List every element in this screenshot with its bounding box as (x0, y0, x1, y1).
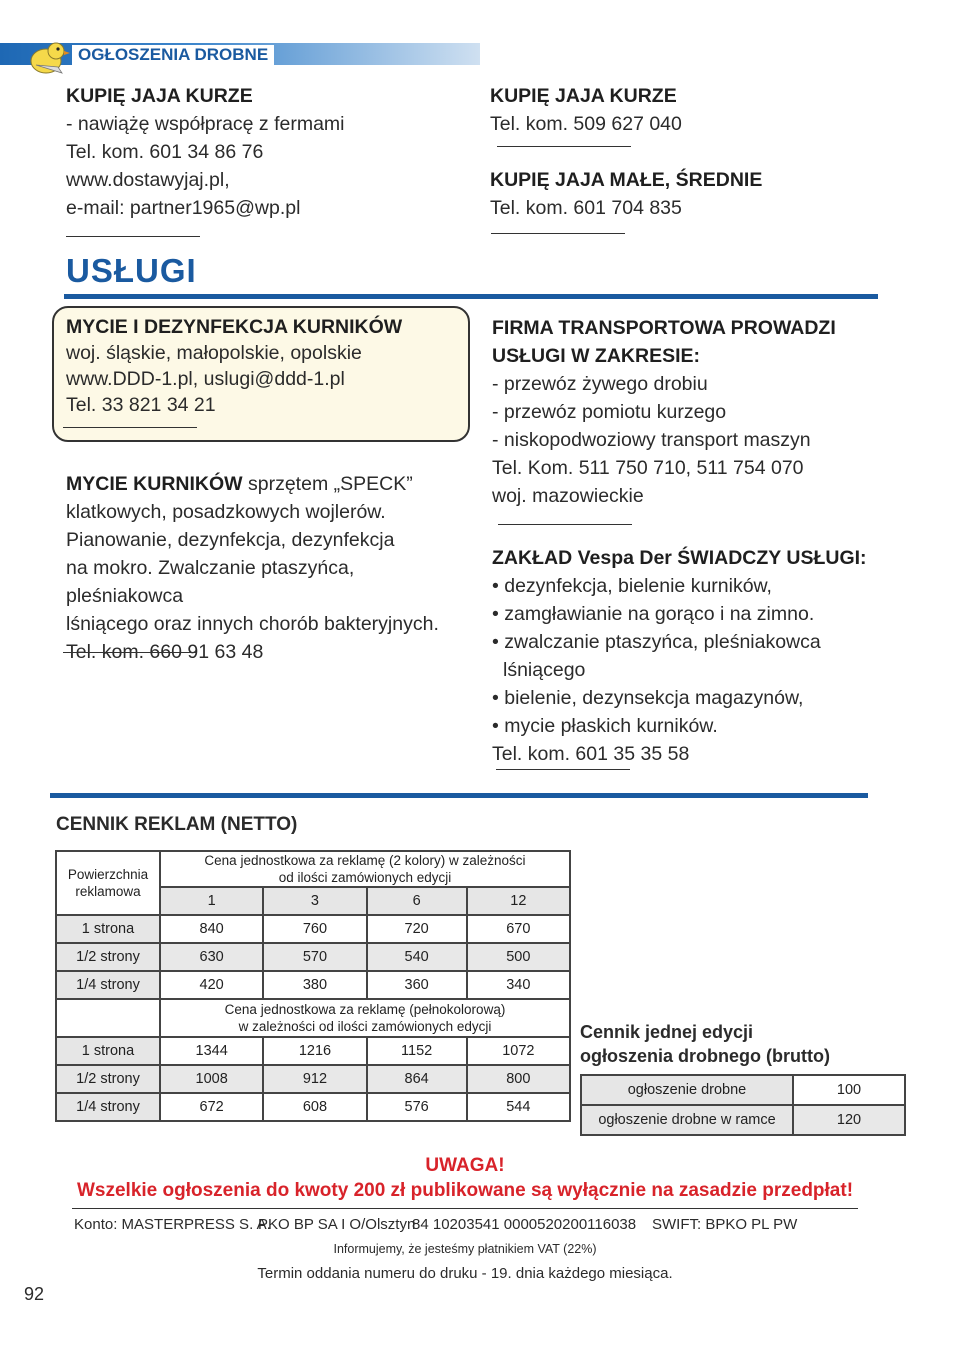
divider (66, 236, 200, 237)
ad-line: • zamgławianie na gorąco i na zimno. (492, 603, 815, 625)
ad-line: woj. śląskie, małopolskie, opolskie (66, 342, 362, 364)
ad-line: - nawiążę współpracę z fermami (66, 113, 345, 135)
row-label: 1/2 strony (56, 943, 160, 971)
price-cell: 670 (467, 915, 570, 943)
price-cell: 840 (160, 915, 263, 943)
ad-line: lśniącego oraz innych chorób bakteryjnych. (66, 613, 439, 635)
ad-mycie-dezynfekcja (66, 314, 466, 418)
row-label: ogłoszenie drobne w ramce (581, 1105, 793, 1135)
ad-line: Pianowanie, dezynfekcja, dezynfekcja (66, 529, 395, 551)
footer-swift: SWIFT: BPKO PL PW (652, 1216, 798, 1233)
section-header (0, 43, 480, 69)
col-header-powierzchnia: Powierzchnia reklamowa (56, 851, 160, 915)
price-cell: 1216 (263, 1037, 366, 1065)
price-cell: 1072 (467, 1037, 570, 1065)
page-number: 92 (24, 1284, 45, 1304)
row-label: 1/4 strony (56, 971, 160, 999)
price-cell: 672 (160, 1093, 263, 1121)
ad-heading: MYCIE KURNIKÓW (66, 473, 243, 495)
header-full-color (160, 999, 570, 1037)
price-cell: 420 (160, 971, 263, 999)
table-row (56, 1093, 570, 1121)
ad-heading: KUPIĘ JAJA MAŁE, ŚREDNIE (490, 169, 763, 191)
table-row (581, 1075, 905, 1105)
row-label: 1/4 strony (56, 1093, 160, 1121)
header-full-line1: Cena jednostkowa za reklamę (pełnokolorową) (224, 1002, 506, 1017)
ad-line: • mycie płaskich kurników. (492, 715, 718, 737)
row-label: 1 strona (56, 1037, 160, 1065)
ad-heading: USŁUGI W ZAKRESIE: (492, 345, 700, 367)
ad-vespa (492, 544, 912, 768)
ad-line: Tel. kom. 660 91 63 48 (66, 641, 264, 663)
price-cell: 760 (263, 915, 366, 943)
row-label: 1/2 strony (56, 1065, 160, 1093)
edition-header: 6 (367, 887, 467, 915)
price-table-drobne (580, 1074, 906, 1136)
price-cell: 720 (367, 915, 467, 943)
ad-kupie-jaja-left (66, 82, 466, 222)
divider (496, 769, 630, 770)
ad-line: lśniącego (503, 659, 586, 681)
row-label: ogłoszenie drobne (581, 1075, 793, 1105)
header-2color-line2: od ilości zamówionych edycji (278, 870, 452, 885)
ad-line: - niskopodwoziowy transport maszyn (492, 429, 811, 451)
price-cell: 540 (367, 943, 467, 971)
ad-kupie-jaja-right-2 (490, 166, 910, 222)
price-cell: 1008 (160, 1065, 263, 1093)
row-label: 1 strona (56, 915, 160, 943)
price-cell: 912 (263, 1065, 366, 1093)
edition-header: 12 (467, 887, 570, 915)
price-cell: 630 (160, 943, 263, 971)
ad-heading: KUPIĘ JAJA KURZE (490, 85, 677, 107)
footer-rule (72, 1208, 858, 1209)
price-cell: 380 (263, 971, 366, 999)
empty-cell (56, 999, 160, 1037)
price-cell: 500 (467, 943, 570, 971)
header-full-line2: w zależności od ilości zamówionych edycji (238, 1019, 492, 1034)
uwaga-title: UWAGA! (425, 1155, 505, 1176)
table-row (56, 1065, 570, 1093)
price-cell: 100 (793, 1075, 905, 1105)
table-row (56, 971, 570, 999)
price-cell: 570 (263, 943, 366, 971)
ad-line: - przewóz pomiotu kurzego (492, 401, 727, 423)
divider (63, 652, 197, 653)
divider (497, 146, 631, 147)
cennik-drobne-title (580, 1020, 830, 1068)
ad-heading-rest: sprzętem „SPECK” (242, 473, 413, 495)
ad-line: Tel. kom. 601 704 835 (490, 197, 682, 219)
ad-line: na mokro. Zwalczanie ptaszyńca, pleśniakowca (66, 557, 355, 607)
ad-transport (492, 314, 912, 510)
ad-line: www.dostawyjaj.pl, (66, 169, 230, 191)
ad-mycie-speck (66, 470, 476, 666)
price-cell: 1344 (160, 1037, 263, 1065)
section-rule (50, 793, 868, 798)
edition-header: 1 (160, 887, 263, 915)
footer-account: 84 10203541 0000520200116038 (412, 1216, 637, 1233)
price-cell: 864 (367, 1065, 467, 1093)
chick-icon (22, 37, 72, 77)
ad-heading: FIRMA TRANSPORTOWA PROWADZI (492, 317, 836, 339)
section-rule (64, 294, 878, 299)
price-cell: 340 (467, 971, 570, 999)
ad-line: • dezynfekcja, bielenie kurników, (492, 575, 772, 597)
cennik-title: CENNIK REKLAM (NETTO) (56, 814, 298, 835)
ad-line: woj. mazowieckie (492, 485, 644, 507)
uwaga-text: Wszelkie ogłoszenia do kwoty 200 zł publikowane są wyłącznie na zasadzie przedpłat! (76, 1180, 854, 1201)
price-cell: 608 (263, 1093, 366, 1121)
price-cell: 800 (467, 1065, 570, 1093)
ad-line: e-mail: partner1965@wp.pl (66, 197, 301, 219)
divider (491, 233, 625, 234)
ad-line: • bielenie, dezynsekcja magazynów, (492, 687, 804, 709)
uslugi-title: USŁUGI (66, 252, 197, 289)
ad-line: Tel. kom. 601 35 35 58 (492, 743, 690, 765)
table-row (581, 1105, 905, 1135)
ad-line: Tel. kom. 601 34 86 76 (66, 141, 264, 163)
ad-heading: ZAKŁAD Vespa Der ŚWIADCZY USŁUGI: (492, 547, 867, 569)
ad-line: Tel. Kom. 511 750 710, 511 754 070 (492, 457, 804, 479)
section-title: OGŁOSZENIA DROBNE (72, 45, 274, 65)
footer-termin: Termin oddania numeru do druku - 19. dnia każdego miesiąca. (257, 1265, 673, 1282)
ad-heading: KUPIĘ JAJA KURZE (66, 85, 253, 107)
ad-line: klatkowych, posadzkowych wojlerów. (66, 501, 386, 523)
table-row (56, 943, 570, 971)
table-row (56, 1037, 570, 1065)
price-cell: 360 (367, 971, 467, 999)
footer-konto: Konto: MASTERPRESS S. A. (74, 1216, 271, 1233)
cennik-drobne-title-line2: ogłoszenia drobnego (brutto) (580, 1046, 830, 1066)
divider (63, 427, 197, 428)
price-cell: 1152 (367, 1037, 467, 1065)
table-row (56, 915, 570, 943)
ad-line: Tel. kom. 509 627 040 (490, 113, 682, 135)
price-cell: 120 (793, 1105, 905, 1135)
cennik-drobne-title-line1: Cennik jednej edycji (580, 1022, 754, 1042)
price-table (55, 850, 571, 1122)
divider (498, 524, 632, 525)
ad-kupie-jaja-right-1 (490, 82, 910, 138)
ad-line: • zwalczanie ptaszyńca, pleśniakowca (492, 631, 821, 653)
edition-header: 3 (263, 887, 366, 915)
header-2color-line1: Cena jednostkowa za reklamę (2 kolory) w zależności (204, 853, 526, 868)
ad-line: Tel. 33 821 34 21 (66, 394, 216, 416)
footer-bank: PKO BP SA I O/Olsztyn (258, 1216, 416, 1233)
footer-vat: Informujemy, że jesteśmy płatnikiem VAT (22%) (333, 1242, 597, 1256)
ad-heading: MYCIE I DEZYNFEKCJA KURNIKÓW (66, 316, 403, 338)
price-cell: 544 (467, 1093, 570, 1121)
ad-line: www.DDD-1.pl, uslugi@ddd-1.pl (66, 368, 345, 390)
header-2color (160, 851, 570, 887)
ad-line: - przewóz żywego drobiu (492, 373, 708, 395)
price-cell: 576 (367, 1093, 467, 1121)
